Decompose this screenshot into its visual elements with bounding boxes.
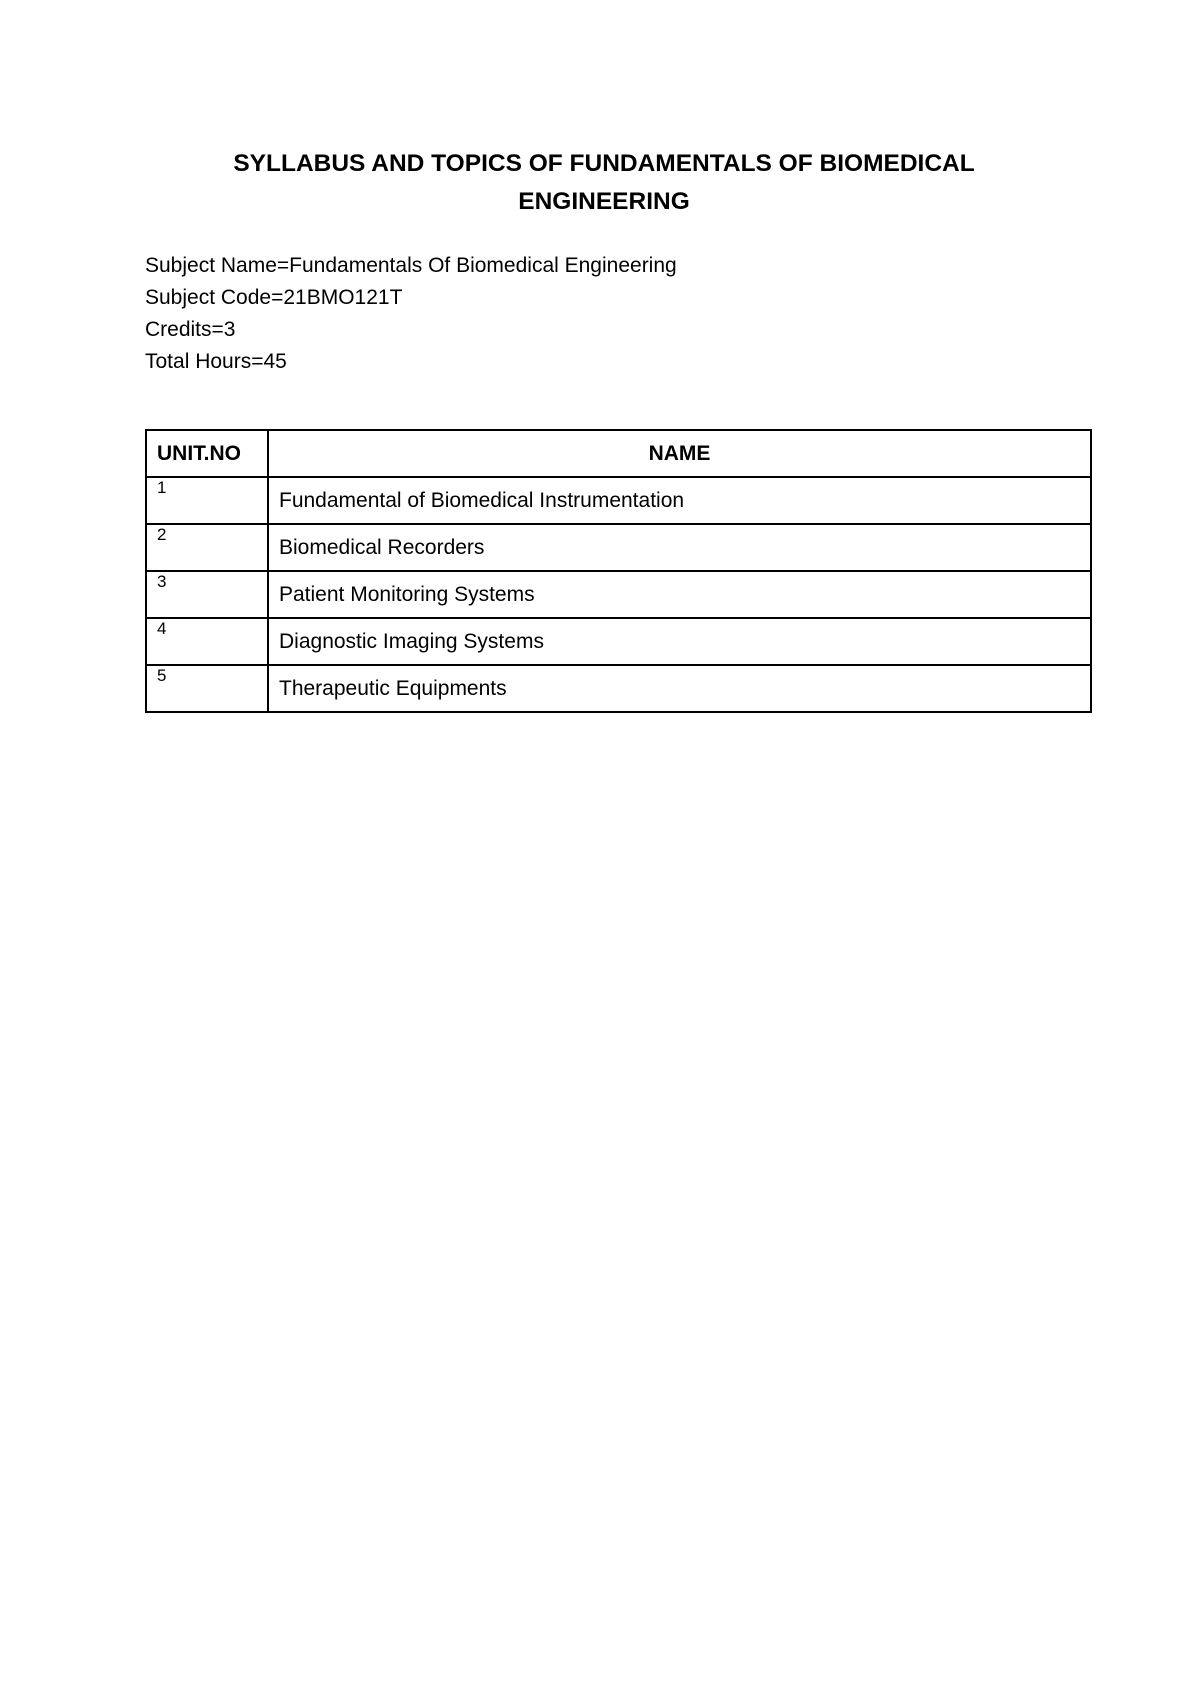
page-title: SYLLABUS AND TOPICS OF FUNDAMENTALS OF BIOMEDICAL ENGINEERING (233, 150, 975, 215)
unit-name: Fundamental of Biomedical Instrumentation (268, 477, 1091, 524)
unit-name: Biomedical Recorders (268, 524, 1091, 571)
units-table (145, 429, 1092, 713)
table-row (146, 524, 1091, 571)
subject-code: Subject Code=21BMO121T (145, 286, 403, 309)
unit-number: 2 (146, 524, 268, 571)
table-row (146, 477, 1091, 524)
unit-number: 4 (146, 618, 268, 665)
total-hours: Total Hours=45 (145, 350, 287, 373)
table-row (146, 571, 1091, 618)
unit-no-header: UNIT.NO (146, 430, 268, 477)
credits: Credits=3 (145, 318, 236, 341)
unit-number: 3 (146, 571, 268, 618)
table-header-row (146, 430, 1091, 477)
table-row (146, 665, 1091, 712)
unit-number: 5 (146, 665, 268, 712)
unit-name: Therapeutic Equipments (268, 665, 1091, 712)
unit-number: 1 (146, 477, 268, 524)
table-row (146, 618, 1091, 665)
name-header: NAME (268, 430, 1091, 477)
subject-name: Subject Name=Fundamentals Of Biomedical Engineering (145, 254, 677, 277)
unit-name: Diagnostic Imaging Systems (268, 618, 1091, 665)
subject-info (145, 250, 677, 378)
unit-name: Patient Monitoring Systems (268, 571, 1091, 618)
